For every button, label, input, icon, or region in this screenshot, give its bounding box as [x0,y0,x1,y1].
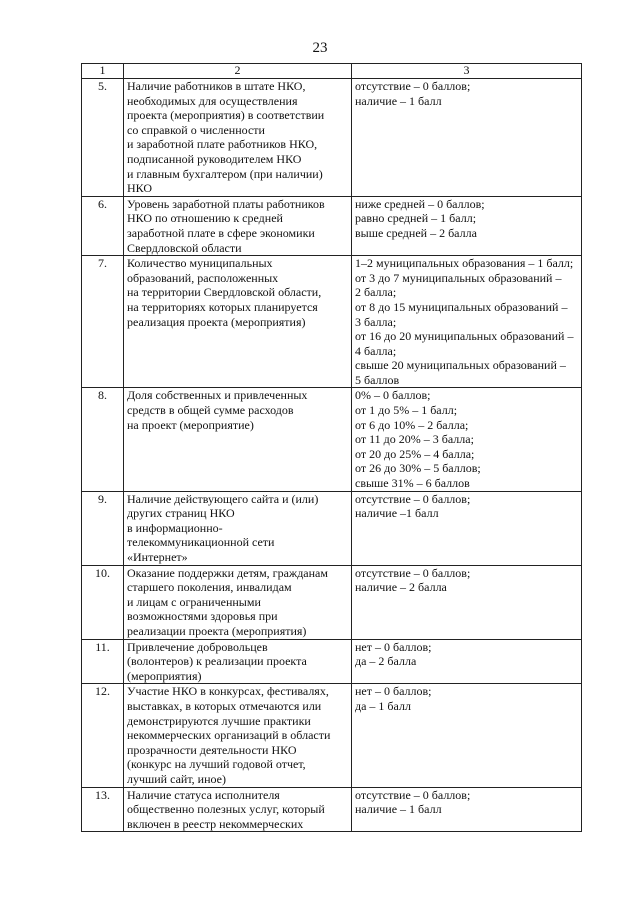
criterion-line: Свердловской области [127,240,242,255]
scores-cell [352,388,582,491]
criterion-line: Количество муниципальных [127,256,273,271]
criterion-line: и заработной плате работников НКО, [127,137,318,152]
score-line: отсутствие – 0 баллов; [355,79,471,93]
criterion-cell [124,565,352,639]
criterion-line: общественно полезных услуг, который [127,802,325,817]
score-line: от 1 до 5% – 1 балл; [355,403,458,418]
row-number: 5. [82,79,124,197]
criterion-line: образований, расположенных [127,270,279,285]
score-line: от 26 до 30% – 5 баллов; [355,461,481,476]
criterion-line: подписанной руководителем НКО [127,151,302,166]
score-line: отсутствие – 0 баллов; [355,491,471,506]
criterion-cell [124,196,352,255]
score-line: от 6 до 10% – 2 балла; [355,417,469,432]
criterion-line: реализации проекта (мероприятия) [127,623,307,638]
row-number: 8. [82,388,124,491]
criterion-line: демонстрируются лучшие практики [127,713,311,728]
criterion-line: реализация проекта (мероприятия) [127,314,306,329]
scores-cell [352,639,582,684]
table-row [82,196,582,255]
score-line: отсутствие – 0 баллов; [355,787,471,802]
criterion-line: прозрачности деятельности НКО [127,742,297,757]
criterion-line: (мероприятия) [127,668,202,683]
criterion-line: Уровень заработной платы работников [127,196,325,211]
table-row [82,684,582,787]
score-line: 4 балла; [355,343,397,358]
criterion-line: старшего поколения, инвалидам [127,580,292,595]
score-line: выше средней – 2 балла [355,225,477,240]
criterion-line: на территории Свердловской области, [127,285,322,300]
scores-cell [352,491,582,565]
row-number: 10. [82,565,124,639]
score-line: да – 1 балл [355,698,411,713]
row-number: 6. [82,196,124,255]
score-line: 1–2 муниципальных образования – 1 балл; [355,256,574,271]
criterion-line: проекта (мероприятия) в соответствии [127,108,325,123]
score-line: да – 2 балла [355,654,417,669]
header-row [82,64,582,79]
table-row [82,787,582,832]
row-number: 12. [82,684,124,787]
criterion-line: средств в общей сумме расходов [127,403,294,418]
table-row [82,639,582,684]
score-line: от 11 до 20% – 3 балла; [355,432,474,447]
criterion-cell [124,787,352,832]
criterion-line: Наличие действующего сайта и (или) [127,491,319,506]
criterion-line: необходимых для осуществления [127,93,298,108]
score-line: от 8 до 15 муниципальных образований – [355,299,568,314]
header-col-2: 2 [124,64,352,79]
criterion-line: со справкой о численности [127,122,265,137]
scores-cell [352,684,582,787]
table-row [82,256,582,388]
row-number: 11. [82,639,124,684]
score-line: от 20 до 25% – 4 балла; [355,446,475,461]
criterion-line: (конкурс на лучший годовой отчет, [127,757,306,772]
row-number: 9. [82,491,124,565]
score-line: свыше 20 муниципальных образований – [355,358,566,373]
header-col-1: 1 [82,64,124,79]
criterion-cell [124,79,352,197]
score-line: нет – 0 баллов; [355,684,432,699]
criterion-line: «Интернет» [127,550,188,564]
scores-cell [352,565,582,639]
row-number: 13. [82,787,124,832]
score-line: 2 балла; [355,285,397,300]
score-line: нет – 0 баллов; [355,639,432,654]
criterion-line: лучший сайт, иное) [127,771,226,786]
row-number: 7. [82,256,124,388]
score-line: от 3 до 7 муниципальных образований – [355,270,562,285]
score-line: равно средней – 1 балл; [355,211,477,226]
criterion-line: НКО по отношению к средней [127,211,283,226]
header-col-3: 3 [352,64,582,79]
score-line: свыше 31% – 6 баллов [355,476,470,491]
criterion-cell [124,639,352,684]
criterion-line: телекоммуникационной сети [127,535,275,550]
criterion-line: на проект (мероприятие) [127,417,254,432]
table-row [82,79,582,197]
score-line: 5 баллов [355,372,400,387]
criterion-cell [124,256,352,388]
criterion-line: Участие НКО в конкурсах, фестивалях, [127,684,329,699]
criterion-line: на территориях которых планируется [127,299,318,314]
criterion-cell [124,684,352,787]
score-line: наличие – 1 балл [355,802,442,817]
criterion-line: заработной плате в сфере экономики [127,225,315,240]
criterion-line: Доля собственных и привлеченных [127,388,308,403]
scores-cell [352,787,582,832]
criterion-line: выставках, в которых отмечаются или [127,698,322,713]
score-line: от 16 до 20 муниципальных образований – [355,329,574,344]
score-line: наличие – 2 балла [355,580,447,595]
criterion-line: Наличие статуса исполнителя [127,787,280,802]
score-line: 0% – 0 баллов; [355,388,431,403]
score-line: отсутствие – 0 баллов; [355,565,471,580]
criteria-table [81,63,582,832]
score-line: наличие – 1 балл [355,93,442,108]
table-row [82,388,582,491]
criterion-cell [124,388,352,491]
scores-cell [352,196,582,255]
scores-cell [352,256,582,388]
page-number: 23 [312,40,328,56]
criterion-line: других страниц НКО [127,506,235,521]
criterion-line: и лицам с ограниченными [127,594,261,609]
criterion-line: включен в реестр некоммерческих [127,816,304,831]
scores-cell [352,79,582,197]
criterion-line: и главным бухгалтером (при наличии) [127,166,323,181]
table-row [82,491,582,565]
criterion-line: возможностями здоровья при [127,609,278,624]
criterion-line: в информационно- [127,520,223,535]
criterion-cell [124,491,352,565]
score-line: 3 балла; [355,314,397,329]
criterion-line: НКО [127,181,153,196]
criterion-line: Оказание поддержки детям, гражданам [127,565,328,580]
score-line: наличие –1 балл [355,506,439,521]
criterion-line: некоммерческих организаций в области [127,728,331,743]
criterion-line: Наличие работников в штате НКО, [127,79,306,93]
criterion-line: (волонтеров) к реализации проекта [127,654,307,669]
criterion-line: Привлечение добровольцев [127,639,268,654]
score-line: ниже средней – 0 баллов; [355,196,485,211]
table-row [82,565,582,639]
